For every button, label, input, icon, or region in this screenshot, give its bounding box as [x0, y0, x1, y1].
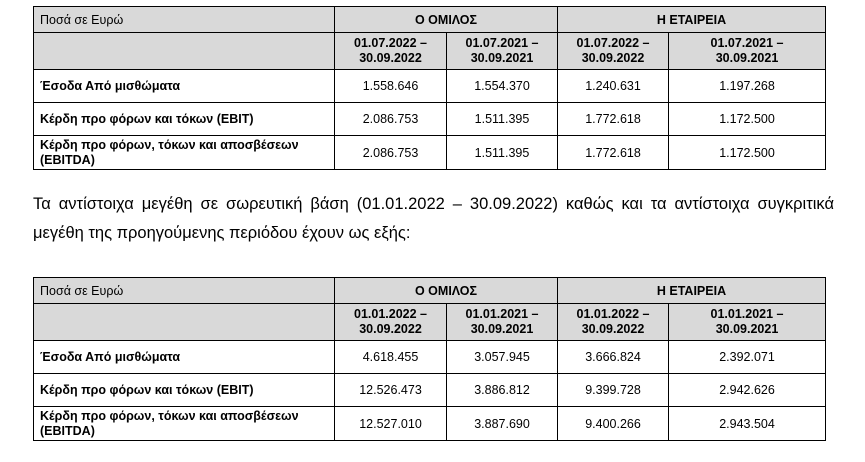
cell-value: 1.172.500	[669, 103, 826, 136]
row-label: Κέρδη προ φόρων, τόκων και αποσβέσεων (EBITDA)	[34, 407, 335, 441]
row-label: Κέρδη προ φόρων και τόκων (EBIT)	[34, 103, 335, 136]
cell-value: 9.399.728	[558, 374, 669, 407]
group-header-company: Η ΕΤΑΙΡΕΙΑ	[558, 7, 826, 33]
row-label: Κέρδη προ φόρων και τόκων (EBIT)	[34, 374, 335, 407]
amounts-label-header: Ποσά σε Ευρώ	[34, 278, 335, 304]
table-row	[34, 341, 826, 374]
cell-value: 3.887.690	[447, 407, 558, 441]
table-row	[34, 407, 826, 441]
cell-value: 2.943.504	[669, 407, 826, 441]
cell-value: 3.886.812	[447, 374, 558, 407]
cell-value: 2.942.626	[669, 374, 826, 407]
cumulative-intro-paragraph: Τα αντίστοιχα μεγέθη σε σωρευτική βάση (01.01.2022 – 30.09.2022) καθώς και τα αντίστοιχα συγκριτικά μεγέθη της προηγούμενης περιόδου έχουν ως εξής:	[33, 195, 834, 242]
group-header-company: Η ΕΤΑΙΡΕΙΑ	[558, 278, 826, 304]
period-header-blank	[34, 304, 335, 341]
cumulative-results-table	[33, 277, 826, 441]
period-header-blank	[34, 33, 335, 70]
row-label: Έσοδα Από μισθώματα	[34, 70, 335, 103]
cell-value: 1.558.646	[335, 70, 447, 103]
cell-value: 1.511.395	[447, 103, 558, 136]
cell-value: 12.526.473	[335, 374, 447, 407]
period-header: 01.01.2021 – 30.09.2021	[669, 304, 826, 341]
cell-value: 1.772.618	[558, 103, 669, 136]
cell-value: 1.240.631	[558, 70, 669, 103]
cell-value: 2.086.753	[335, 136, 447, 170]
cell-value: 1.772.618	[558, 136, 669, 170]
table-row	[34, 136, 826, 170]
table-row	[34, 103, 826, 136]
cell-value: 9.400.266	[558, 407, 669, 441]
period-header: 01.01.2021 – 30.09.2021	[447, 304, 558, 341]
cell-value: 3.057.945	[447, 341, 558, 374]
cell-value: 1.197.268	[669, 70, 826, 103]
group-header-group: Ο ΟΜΙΛΟΣ	[335, 7, 558, 33]
cell-value: 4.618.455	[335, 341, 447, 374]
period-header: 01.01.2022 – 30.09.2022	[335, 304, 447, 341]
cell-value: 1.172.500	[669, 136, 826, 170]
group-header-group: Ο ΟΜΙΛΟΣ	[335, 278, 558, 304]
table-row	[34, 70, 826, 103]
quarterly-results-table	[33, 6, 826, 170]
cell-value: 3.666.824	[558, 341, 669, 374]
row-label: Έσοδα Από μισθώματα	[34, 341, 335, 374]
period-header: 01.07.2022 – 30.09.2022	[335, 33, 447, 70]
amounts-label-header: Ποσά σε Ευρώ	[34, 7, 335, 33]
table-row	[34, 374, 826, 407]
cell-value: 1.554.370	[447, 70, 558, 103]
period-header: 01.07.2021 – 30.09.2021	[447, 33, 558, 70]
cell-value: 2.392.071	[669, 341, 826, 374]
cell-value: 2.086.753	[335, 103, 447, 136]
period-header: 01.07.2021 – 30.09.2021	[669, 33, 826, 70]
cell-value: 1.511.395	[447, 136, 558, 170]
cell-value: 12.527.010	[335, 407, 447, 441]
period-header: 01.07.2022 – 30.09.2022	[558, 33, 669, 70]
row-label: Κέρδη προ φόρων, τόκων και αποσβέσεων (EBITDA)	[34, 136, 335, 170]
period-header: 01.01.2022 – 30.09.2022	[558, 304, 669, 341]
